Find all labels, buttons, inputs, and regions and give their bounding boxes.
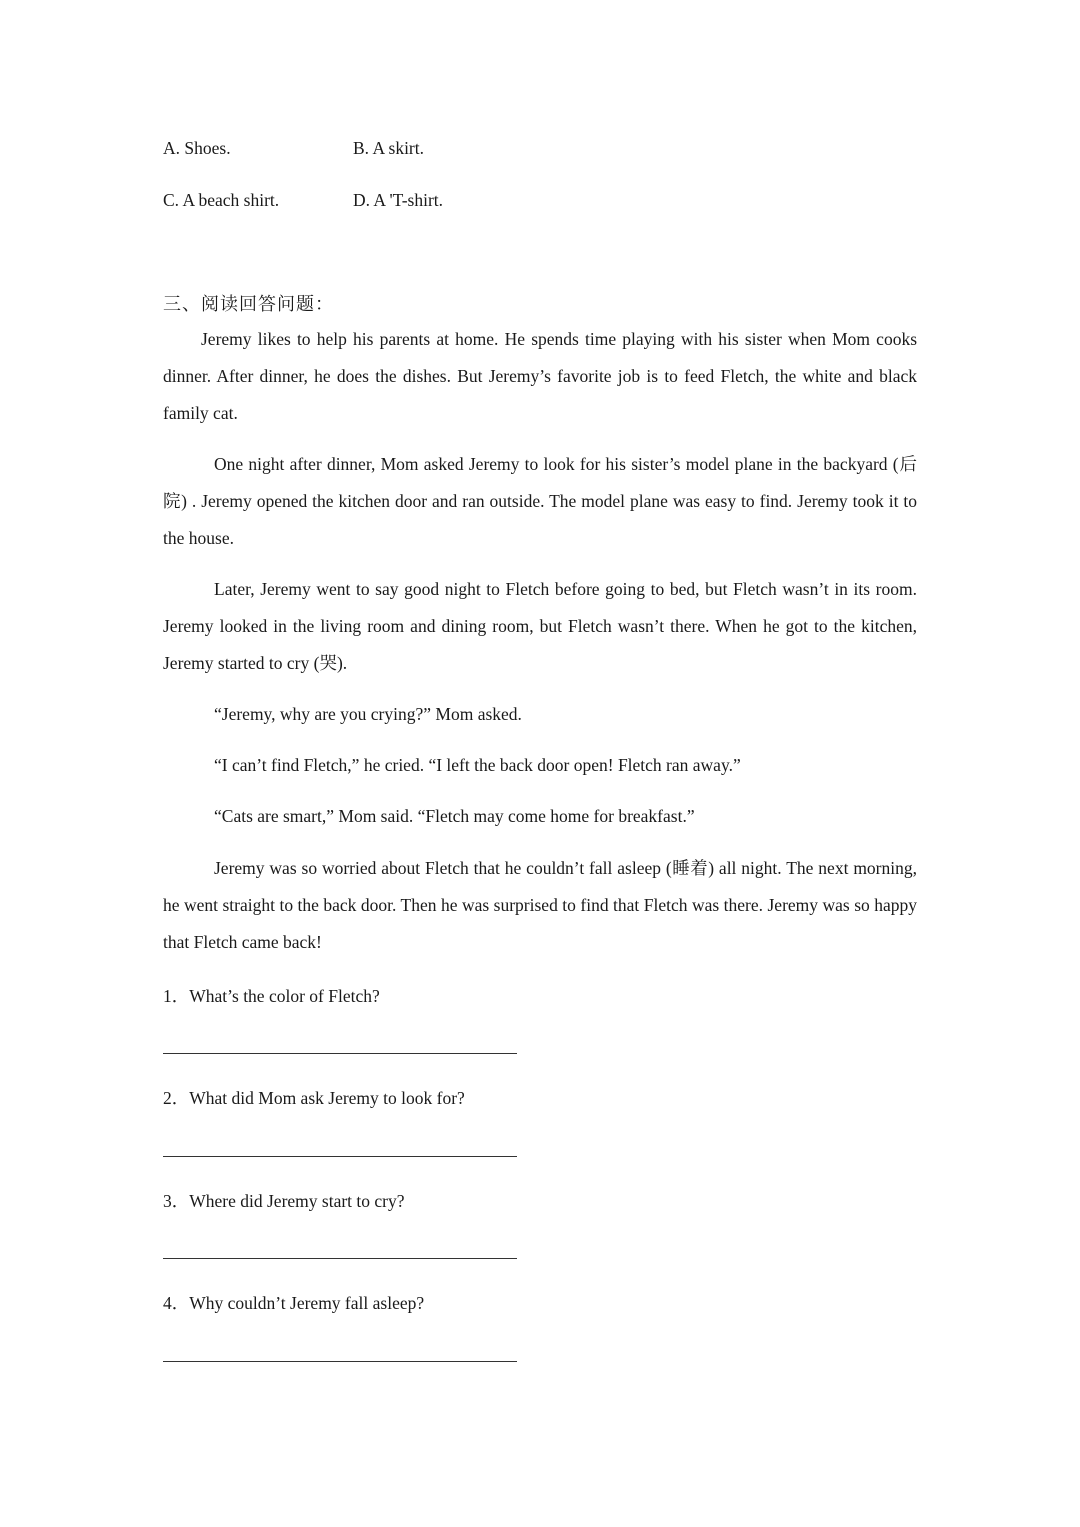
question-1: 1．What’s the color of Fletch? xyxy=(163,986,380,1006)
answer-line-3[interactable] xyxy=(163,1258,517,1259)
question-4: 4．Why couldn’t Jeremy fall asleep? xyxy=(163,1293,425,1313)
option-c: C. A beach shirt. xyxy=(163,190,280,210)
answer-line-4[interactable] xyxy=(163,1361,517,1362)
passage-paragraph-1: Jeremy likes to help his parents at home. He spends time playing with his sister when Mom cooks dinner. After dinner, he does the dishes. But Jeremy’s favorite job is to feed Fletch, the white and black family cat. xyxy=(163,329,917,423)
passage-paragraph-2: One night after dinner, Mom asked Jeremy to look for his sister’s model plane in the backyard (后院) . Jeremy opened the kitchen door and ran outside. The model plane was easy to find. Jeremy took it to the house. xyxy=(163,454,917,548)
passage-paragraph-5: “I can’t find Fletch,” he cried. “I left the back door open! Fletch ran away.” xyxy=(214,755,741,775)
passage-paragraph-7: Jeremy was so worried about Fletch that he couldn’t fall asleep (睡着) all night. The next morning, he went straight to the back door. Then he was surprised to find that Fletch was there. Jeremy was so happy that Fletch came back! xyxy=(163,858,917,952)
passage-paragraph-6: “Cats are smart,” Mom said. “Fletch may come home for breakfast.” xyxy=(214,806,695,826)
passage-paragraph-3: Later, Jeremy went to say good night to Fletch before going to bed, but Fletch wasn’t in its room. Jeremy looked in the living room and dining room, but Fletch wasn’t there. When he got to the kitchen, Jeremy started to cry (哭). xyxy=(163,579,917,673)
option-d: D. A 'T-shirt. xyxy=(353,190,444,210)
question-2: 2．What did Mom ask Jeremy to look for? xyxy=(163,1088,465,1108)
answer-line-1[interactable] xyxy=(163,1053,517,1054)
option-a: A. Shoes. xyxy=(163,138,231,158)
answer-line-2[interactable] xyxy=(163,1156,517,1157)
passage-paragraph-4: “Jeremy, why are you crying?” Mom asked. xyxy=(214,704,522,724)
section-title: 三、阅读回答问题： xyxy=(163,294,334,314)
question-3: 3．Where did Jeremy start to cry? xyxy=(163,1191,405,1211)
option-b: B. A skirt. xyxy=(353,138,424,158)
